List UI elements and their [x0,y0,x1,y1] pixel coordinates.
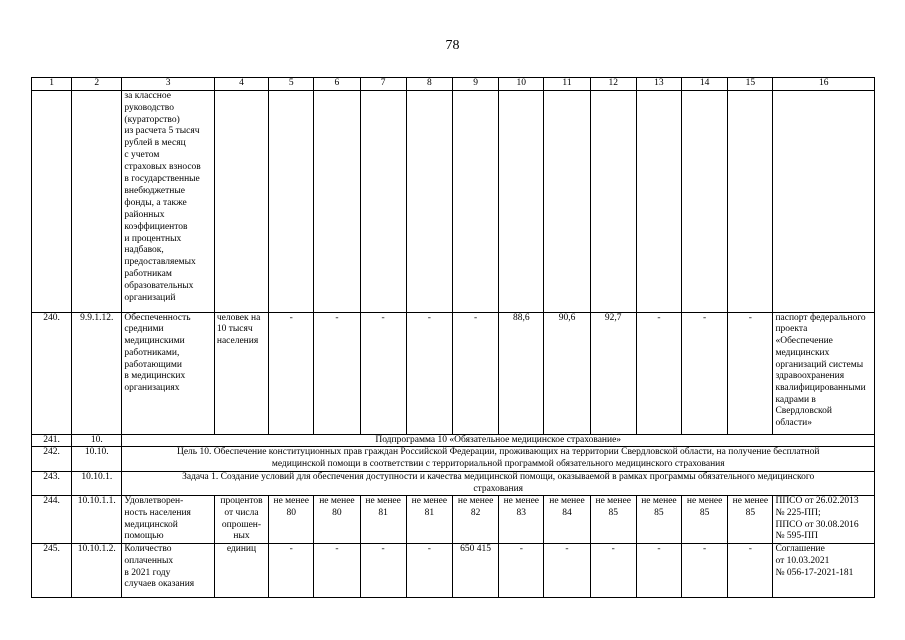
text-line: ность населения [124,507,191,518]
cell-num: 242. [32,447,72,471]
value-number: 80 [332,507,342,518]
value-prefix: не менее [273,496,309,507]
text-line: медицинских [775,347,830,358]
cell-unit [214,90,268,312]
column-number: 10 [499,78,544,91]
text-line: кадрами в [775,394,816,405]
cell-value [360,90,406,312]
value-number: 81 [424,507,435,518]
cell-value: - [728,312,773,434]
task-line: Задача 1. Создание условий для обеспечения доступности и качества медицинской помощи, оказываемой в рамках программы обязательного медицинского [182,471,815,482]
column-number: 8 [406,78,452,91]
cell-value [590,90,636,312]
cell-source [773,496,875,544]
value-prefix: не менее [686,496,723,507]
cell-value [590,496,636,544]
cell-source [773,544,875,598]
text-line: Свердловской [775,406,832,417]
cell-num: 245. [32,544,72,598]
cell-indicator-name [122,496,214,544]
table-row-241 [32,434,875,447]
cell-value [314,90,360,312]
cell-value: 92,7 [590,312,636,434]
text-line: от числа [224,507,259,518]
column-number: 9 [452,78,498,91]
text-line: за классное [124,90,171,101]
cell-value: - [590,544,636,598]
text-line: процентов [220,496,263,507]
goal-line: медицинской помощи в соответствии с территориальной программой обязательного медицинского страхования [271,459,725,470]
table-row-242 [32,447,875,471]
goal-line: Цель 10. Обеспечение конституционных прав граждан Российской Федерации, проживающих на территории Свердловской области, на получение бесплатной [176,447,820,458]
table-row-240 [32,312,875,434]
text-line: в медицинских [124,371,186,382]
column-number: 11 [544,78,590,91]
text-line: случаев оказания [124,579,195,590]
text-line: с учетом [124,150,160,161]
cell-unit [214,312,268,434]
cell-value: - [452,312,498,434]
value-prefix: не менее [732,496,769,507]
column-number-row [32,78,875,91]
value-prefix: не менее [595,496,631,507]
cell-value [314,496,360,544]
cell-value: 88,6 [499,312,544,434]
value-prefix: не менее [549,496,585,507]
text-line: здравоохранения [775,371,845,382]
task-text [122,471,875,495]
cell-num: 241. [32,434,72,447]
text-line: медицинскими [124,336,185,347]
text-line: области» [775,418,812,429]
text-line: образовательных [124,281,194,292]
cell-code [72,90,122,312]
cell-value [360,496,406,544]
table-row-244 [32,496,875,544]
text-line: страховых взносов [124,162,201,173]
cell-value: - [636,544,681,598]
text-line: Соглашение [775,544,825,555]
cell-value: - [360,544,406,598]
column-number: 7 [360,78,406,91]
text-line: Удовлетворен- [124,496,184,507]
value-prefix: не менее [365,496,401,507]
value-number: 85 [745,507,756,518]
text-line: Обеспеченность [124,312,191,323]
cell-value [499,90,544,312]
cell-value: - [269,312,314,434]
cell-indicator-name [122,90,214,312]
cell-value: - [728,544,773,598]
column-number: 12 [590,78,636,91]
value-number: 85 [699,507,710,518]
column-number: 1 [32,78,72,91]
text-line: работающими [124,359,182,370]
cell-value [269,496,314,544]
cell-indicator-name [122,312,214,434]
value-number: 83 [516,507,527,518]
subprogram-title: Подпрограмма 10 «Обязательное медицинское страхование» [122,434,875,447]
column-number: 14 [682,78,728,91]
cell-value: - [682,312,728,434]
text-line: средними [124,324,164,335]
text-line: № 056-17-2021-181 [775,567,854,578]
cell-value [544,90,590,312]
cell-value [406,496,452,544]
value-number: 82 [470,507,481,518]
cell-indicator-name [122,544,214,598]
text-line: коэффициентов [124,221,188,232]
cell-value: - [499,544,544,598]
cell-code: 10.10. [72,447,122,471]
indicators-table [31,77,875,598]
text-line: работникам [124,269,172,280]
value-number: 85 [654,507,664,518]
text-line: руководство [124,102,174,113]
cell-value: - [682,544,728,598]
cell-value: - [406,544,452,598]
text-line: от 10.03.2021 [775,555,830,566]
cell-value: - [636,312,681,434]
cell-num: 243. [32,471,72,495]
text-line: 10 тысяч [216,324,253,335]
column-number: 16 [773,78,875,91]
cell-value: - [406,312,452,434]
cell-code: 10.10.1.2. [72,544,122,598]
value-number: 80 [286,507,296,518]
cell-value [269,90,314,312]
cell-num [32,90,72,312]
cell-code: 9.9.1.12. [72,312,122,434]
cell-value: - [314,312,360,434]
value-prefix: не менее [641,496,677,507]
value-prefix: не менее [457,496,494,507]
cell-value [499,496,544,544]
page-number: 78 [445,38,460,53]
text-line: ных [233,531,250,542]
cell-value [406,90,452,312]
text-line: населения [216,336,259,347]
text-line: проекта [775,324,808,335]
cell-code: 10.10.1. [72,471,122,495]
value-prefix: не менее [411,496,448,507]
column-number: 3 [122,78,214,91]
cell-value [636,496,681,544]
value-number: 84 [562,507,572,518]
text-line: № 595-ПП [775,531,819,542]
cell-value: - [314,544,360,598]
value-prefix: не менее [319,496,355,507]
cell-value: - [269,544,314,598]
goal-text [122,447,875,471]
cell-value [728,496,773,544]
cell-value [728,90,773,312]
text-line: (кураторство) [124,114,180,125]
text-line: из расчета 5 тысяч [124,126,200,137]
text-line: внебюджетные [124,185,185,196]
text-line: опрошен- [221,519,262,530]
value-prefix: не менее [503,496,539,507]
cell-value [452,90,498,312]
table-row-continuation [32,90,875,312]
text-line: ППСО от 30.08.2016 [775,519,859,530]
cell-value [544,496,590,544]
cell-unit: единиц [214,544,268,598]
text-line: в 2021 году [124,567,171,578]
value-number: 85 [608,507,618,518]
column-number: 5 [269,78,314,91]
text-line: оплаченных [124,555,174,566]
cell-num: 244. [32,496,72,544]
column-number: 15 [728,78,773,91]
text-line: и процентных [124,233,182,244]
task-line: страхования [473,483,524,494]
cell-num: 240. [32,312,72,434]
cell-value [452,496,498,544]
text-line: организациях [124,382,180,393]
text-line: медицинской [124,519,178,530]
cell-value: - [544,544,590,598]
cell-value: 650 415 [452,544,498,598]
column-number: 13 [636,78,681,91]
text-line: в государственные [124,174,200,185]
text-line: Количество [124,544,172,555]
text-line: паспорт федерального [775,312,866,323]
text-line: помощью [124,531,164,542]
cell-value [682,496,728,544]
text-line: организаций [124,293,176,304]
text-line: квалифицированными [775,382,866,393]
cell-code: 10. [72,434,122,447]
text-line: организаций системы [775,359,864,370]
cell-source [773,90,875,312]
text-line: фонды, а также [124,197,187,208]
cell-source [773,312,875,434]
text-line: ППСО от 26.02.2013 [775,496,859,507]
text-line: человек на [216,312,261,323]
text-line: предоставляемых [124,257,196,268]
cell-code: 10.10.1.1. [72,496,122,544]
text-line: надбавок, [124,245,164,256]
text-line: районных [124,209,165,220]
text-line: рублей в месяц [124,138,186,149]
cell-unit [214,496,268,544]
table-row-245 [32,544,875,598]
text-line: «Обеспечение [775,336,833,347]
table-row-243 [32,471,875,495]
value-number: 81 [378,507,388,518]
cell-value [636,90,681,312]
text-line: работниками, [124,347,180,358]
column-number: 6 [314,78,360,91]
cell-value: 90,6 [544,312,590,434]
cell-value: - [360,312,406,434]
text-line: № 225-ПП; [775,507,821,518]
column-number: 4 [214,78,268,91]
cell-value [682,90,728,312]
column-number: 2 [72,78,122,91]
